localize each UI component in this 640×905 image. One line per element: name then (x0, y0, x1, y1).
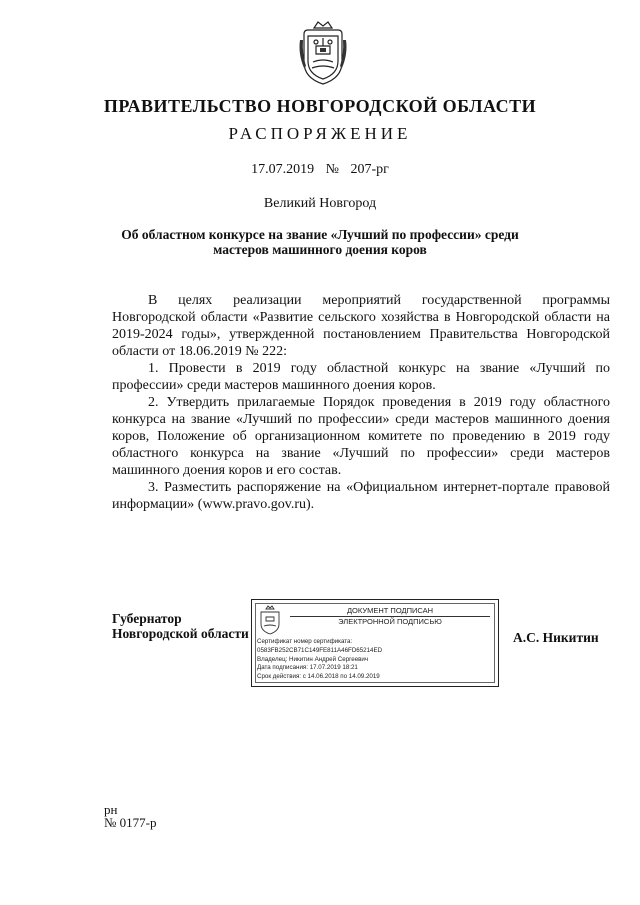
number-sign: № (325, 162, 339, 177)
subject-line-1: Об областном конкурсе на звание «Лучший по профессии» среди (121, 227, 519, 242)
document-date-number (0, 162, 640, 178)
signed-date: Дата подписания: 17.07.2019 18:21 (257, 664, 358, 672)
signer-title-line-2: Новгородской области (112, 626, 249, 641)
subject-line-2: мастеров машинного доения коров (213, 242, 427, 257)
document-body (112, 292, 610, 513)
document-type: РАСПОРЯЖЕНИЕ (228, 124, 412, 143)
stamp-details (257, 638, 382, 682)
signer-title (112, 611, 249, 641)
footer (104, 803, 156, 829)
body-item-3: 3. Разместить распоряжение на «Официальном интернет-портале правовой информации» (www.pravo.gov.ru). (112, 480, 610, 512)
cert-owner: Владелец: Никитин Андрей Сергеевич (257, 655, 369, 663)
document-date: 17.07.2019 (251, 162, 315, 177)
electronic-signature-stamp (251, 599, 499, 687)
government-title: ПРАВИТЕЛЬСТВО НОВГОРОДСКОЙ ОБЛАСТИ (103, 96, 537, 116)
document-place: Великий Новгород (263, 196, 377, 211)
signer-title-line-1: Губернатор (112, 611, 182, 626)
cert-number: 0583FB252CB71C149FE811A46FD65214ED (257, 646, 383, 654)
body-preamble: В целях реализации мероприятий государственной программы Новгородской области «Развитие сельского хозяйства в Новгородской области на 2019-2024 годы», утвержденной постановлением Правительства Новгородской области от 18.06.2019 № 222: (112, 293, 610, 359)
document-number: 207-рг (350, 162, 389, 177)
stamp-header (290, 606, 490, 627)
coat-of-arms-icon (296, 18, 350, 88)
signer-name: А.С. Никитин (513, 630, 599, 645)
stamp-emblem-icon (257, 605, 283, 635)
stamp-line-2: ЭЛЕКТРОННОЙ ПОДПИСЬЮ (338, 617, 442, 626)
document-subject (120, 227, 520, 257)
stamp-line-1: ДОКУМЕНТ ПОДПИСАН (290, 606, 490, 617)
footer-reg-number: № 0177-р (104, 815, 157, 830)
cert-validity: Срок действия: с 14.06.2018 по 14.09.2019 (257, 673, 380, 681)
footer-code: рн (104, 802, 118, 817)
body-item-1: 1. Провести в 2019 году областной конкурс на звание «Лучший по профессии» среди мастеров машинного доения коров. (112, 361, 610, 393)
body-item-2: 2. Утвердить прилагаемые Порядок проведения в 2019 году областного конкурса на звание «Лучший по профессии» среди мастеров машинного доения коров, Положение об организационном комитете по проведению в 2019 году областного конкурса на звание «Лучший по профессии» среди мастеров машинного доения коров и его состав. (112, 395, 610, 478)
cert-label: Сертификат номер сертификата: (257, 638, 353, 645)
